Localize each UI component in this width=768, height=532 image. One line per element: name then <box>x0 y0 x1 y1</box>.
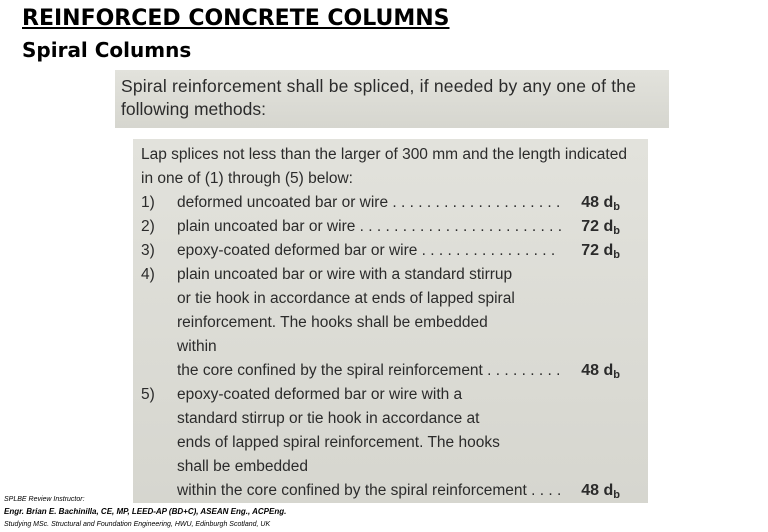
item-continuation <box>141 431 640 455</box>
item-text: the core confined by the spiral reinforcement . . . . . . . . . <box>177 362 561 379</box>
item-number: 3) <box>141 242 155 259</box>
instructor-name: Engr. Brian E. Bachinilla <box>4 507 97 516</box>
item-continuation <box>141 335 640 359</box>
item-text: reinforcement. The hooks shall be embedded <box>177 314 488 331</box>
credit-line <box>4 506 286 519</box>
lead-line <box>141 167 640 191</box>
lead-text: in one of (1) through (5) below: <box>141 170 353 187</box>
page-subtitle: Spiral Columns <box>22 38 192 62</box>
item-text: or tie hook in accordance at ends of lapped spiral <box>177 290 515 307</box>
item-continuation <box>141 455 640 479</box>
item-text: plain uncoated bar or wire with a standard stirrup <box>177 266 513 283</box>
list-item <box>141 215 640 239</box>
lap-length-value: 72 $d_b$ <box>581 218 620 237</box>
lap-length-value: 48 $d_b$ <box>581 194 620 213</box>
list-item <box>141 383 640 407</box>
item-text: epoxy-coated deformed bar or wire with a <box>177 386 463 403</box>
intro-excerpt <box>115 70 669 128</box>
item-number: 2) <box>141 218 155 235</box>
intro-line: following methods: <box>121 99 266 119</box>
code-excerpt <box>133 139 648 503</box>
item-continuation <box>141 407 640 431</box>
item-number: 4) <box>141 266 155 283</box>
item-text: within <box>177 338 217 355</box>
credit-line: SPLBE Review Instructor: <box>4 496 85 503</box>
item-text: within the core confined by the spiral reinforcement . . . . <box>177 482 562 499</box>
item-continuation <box>141 311 640 335</box>
lead-text: Lap splices not less than the larger of 300 mm and the length indicated <box>141 146 627 163</box>
lead-line <box>141 143 640 167</box>
item-continuation <box>141 287 640 311</box>
item-text: deformed uncoated bar or wire . . . . . . . . . . . . . . . . . . . . <box>177 194 561 211</box>
item-text: standard stirrup or tie hook in accordance at <box>177 410 480 427</box>
item-text: epoxy-coated deformed bar or wire . . . . . . . . . . . . . . . . <box>177 242 556 259</box>
item-number: 1) <box>141 194 155 211</box>
item-text: plain uncoated bar or wire . . . . . . . . . . . . . . . . . . . . . . . . <box>177 218 563 235</box>
item-text: shall be embedded <box>177 458 308 475</box>
list-item <box>141 191 640 215</box>
page-title: REINFORCED CONCRETE COLUMNS <box>22 6 450 31</box>
list-item <box>141 263 640 287</box>
credit-line: Studying MSc. Structural and Foundation Engineering, HWU, Edinburgh Scotland, UK <box>4 521 271 528</box>
lap-length-value: 48 $d_b$ <box>581 362 620 381</box>
item-continuation <box>141 359 640 383</box>
instructor-credentials: , CE, MP, LEED-AP (BD+C), ASEAN Eng., ACPEng. <box>96 507 287 516</box>
lap-length-value: 48 $d_b$ <box>581 482 620 501</box>
list-item <box>141 239 640 263</box>
intro-line: Spiral reinforcement shall be spliced, if needed by any one of the <box>121 76 637 96</box>
instructor-credit <box>4 494 286 531</box>
lap-length-value: 72 $d_b$ <box>581 242 620 261</box>
item-number: 5) <box>141 386 155 403</box>
item-text: ends of lapped spiral reinforcement. The hooks <box>177 434 500 451</box>
